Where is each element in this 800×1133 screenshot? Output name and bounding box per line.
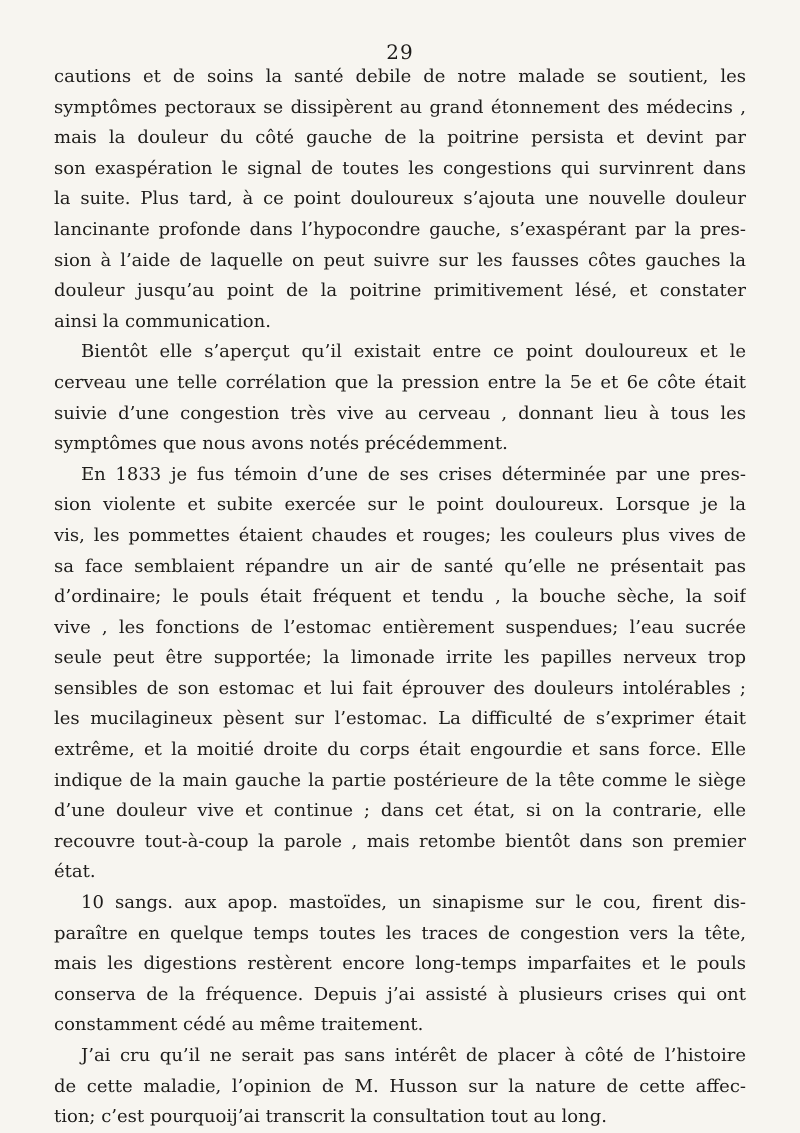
text-line: indique de la main gauche la partie postérieure de la tête comme le siège xyxy=(54,769,746,791)
text-line: d’une douleur vive et continue ; dans cet état, si on la contrarie, elle xyxy=(54,800,746,822)
text-line: extrême, et la moitié droite du corps était engourdie et sans force. Elle xyxy=(54,739,746,761)
paragraph-start: En 1833 je fus témoin d’une de ses crises déterminée par une pres- xyxy=(81,463,746,485)
text-line: cautions et de soins la santé debile de notre malade se soutient, les xyxy=(54,66,746,87)
paragraph-start: Bientôt elle s’aperçut qu’il existait entre ce point douloureux et le xyxy=(81,341,746,363)
text-line: tion; c’est pourquoij’ai transcrit la consultation tout au long. xyxy=(54,1106,607,1128)
text-line: suivie d’une congestion très vive au cerveau , donnant lieu à tous les xyxy=(54,402,746,424)
text-line: mais les digestions restèrent encore long-temps imparfaites et le pouls xyxy=(54,953,746,975)
text-line: sensibles de son estomac et lui fait éprouver des douleurs intolérables ; xyxy=(54,677,746,699)
paragraph-start: J’ai cru qu’il ne serait pas sans intérêt de placer à côté de l’histoire xyxy=(81,1045,746,1066)
text-line: sa face semblaient répandre un air de santé qu’elle ne présentait pas xyxy=(54,555,746,577)
text-line: vis, les pommettes étaient chaudes et rouges; les couleurs plus vives de xyxy=(54,524,746,546)
text-line: constamment cédé au même traitement. xyxy=(54,1014,424,1036)
text-line: lancinante profonde dans l’hypocondre gauche, s’exaspérant par la pres- xyxy=(54,218,746,240)
text-line: cerveau une telle corrélation que la pression entre la 5e et 6e côte était xyxy=(54,371,746,393)
body-text xyxy=(54,62,746,1133)
text-line: paraître en quelque temps toutes les traces de congestion vers la tête, xyxy=(54,922,746,944)
text-line: son exaspération le signal de toutes les congestions qui survinrent dans xyxy=(54,157,746,179)
text-line: sion violente et subite exercée sur le point douloureux. Lorsque je la xyxy=(54,494,746,516)
text-line: seule peut être supportée; la limonade irrite les papilles nerveux trop xyxy=(54,647,746,669)
text-line: les mucilagineux pèsent sur l’estomac. La difficulté de s’exprimer était xyxy=(54,708,746,730)
paragraph-start: 10 sangs. aux apop. mastoïdes, un sinapisme sur le cou, firent dis- xyxy=(81,892,746,914)
text-line: conserva de la fréquence. Depuis j’ai assisté à plusieurs crises qui ont xyxy=(54,983,746,1005)
text-line: vive , les fonctions de l’estomac entièrement suspendues; l’eau sucrée xyxy=(54,616,746,638)
text-line: symptômes pectoraux se dissipèrent au grand étonnement des médecins , xyxy=(54,96,746,118)
text-line: de cette maladie, l’opinion de M. Husson sur la nature de cette affec- xyxy=(54,1075,746,1097)
text-line: mais la douleur du côté gauche de la poitrine persista et devint par xyxy=(54,127,746,149)
text-line: état. xyxy=(54,861,96,883)
text-line: la suite. Plus tard, à ce point douloureux s’ajouta une nouvelle douleur xyxy=(54,188,746,210)
text-line: ainsi la communication. xyxy=(54,310,271,332)
text-line: symptômes que nous avons notés précédemment. xyxy=(54,433,508,455)
text-line: d’ordinaire; le pouls était fréquent et tendu , la bouche sèche, la soif xyxy=(54,586,746,608)
page-number: 29 xyxy=(386,40,414,64)
text-line: recouvre tout-à-coup la parole , mais retombe bientôt dans son premier xyxy=(54,830,746,852)
text-line: sion à l’aide de laquelle on peut suivre sur les fausses côtes gauches la xyxy=(54,249,746,271)
text-line: douleur jusqu’au point de la poitrine primitivement lésé, et constater xyxy=(54,280,746,302)
